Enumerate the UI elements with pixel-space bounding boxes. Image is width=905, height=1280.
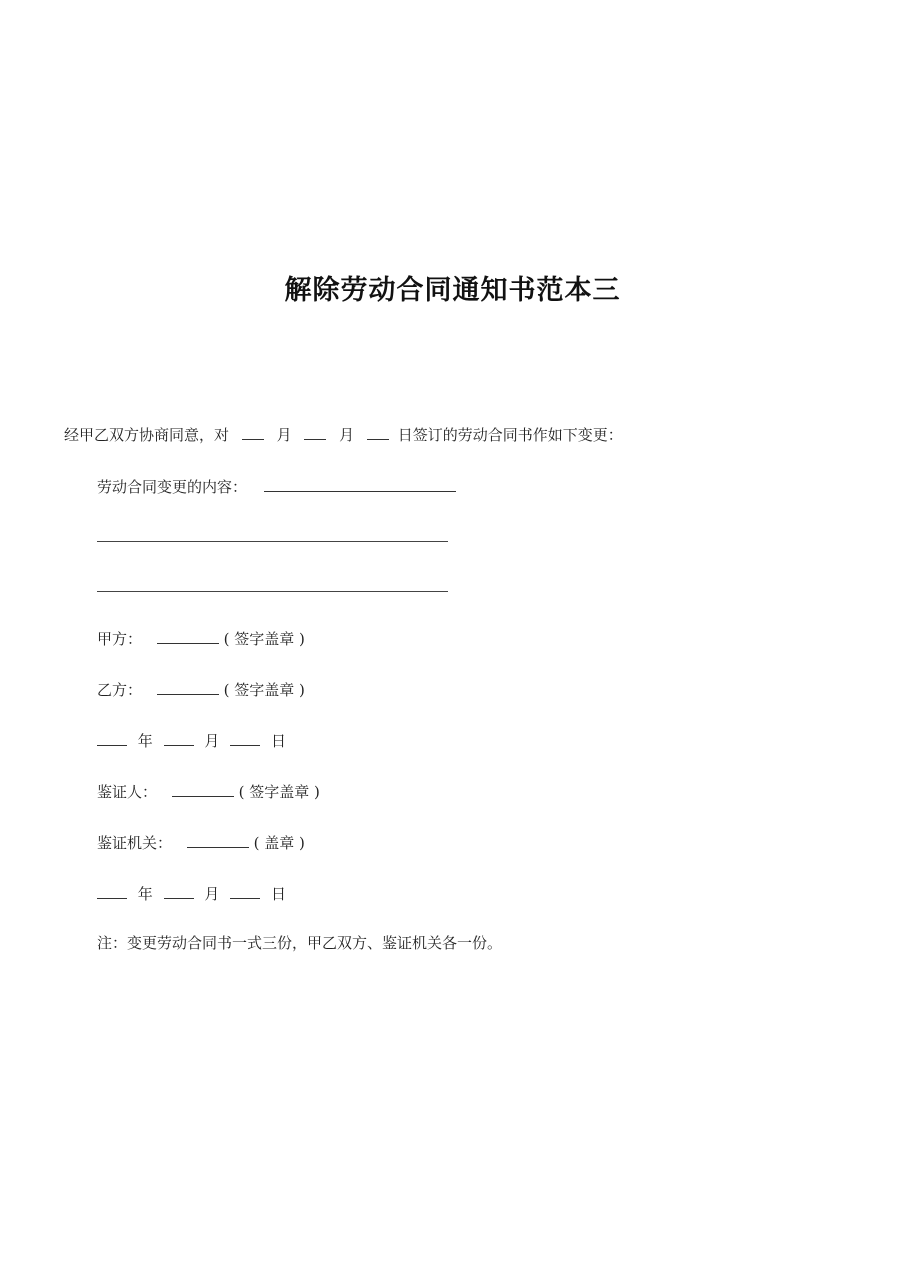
intro-line xyxy=(64,424,623,445)
footnote: 注：变更劳动合同书一式三份，甲乙双方、鉴证机关各一份。 xyxy=(97,934,503,952)
witness-label: 鉴证人： xyxy=(97,783,158,801)
date1-day: 日 xyxy=(270,732,286,750)
witness-line xyxy=(97,781,320,802)
witness-org-blank xyxy=(187,832,249,848)
date1-month: 月 xyxy=(204,732,220,750)
blank-month xyxy=(304,424,326,440)
intro-text: 经甲乙双方协商同意，对 xyxy=(64,426,230,444)
party-b-note: ( 签字盖章 ) xyxy=(223,681,305,699)
party-b-line xyxy=(97,679,305,700)
intro-month-1: 月 xyxy=(276,426,292,444)
witness-org-note: ( 盖章 ) xyxy=(253,834,305,852)
date2-year: 年 xyxy=(137,885,153,903)
party-a-note: ( 签字盖章 ) xyxy=(223,630,305,648)
party-b-blank xyxy=(157,679,219,695)
date1-year-blank xyxy=(97,730,127,746)
party-a-label: 甲方： xyxy=(97,630,143,648)
date2-year-blank xyxy=(97,883,127,899)
witness-org-label: 鉴证机关： xyxy=(97,834,173,852)
party-a-blank xyxy=(157,628,219,644)
date1-year: 年 xyxy=(137,732,153,750)
document-title: 解除劳动合同通知书范本三 xyxy=(284,275,621,306)
content-blank xyxy=(264,476,456,492)
date2-day: 日 xyxy=(270,885,286,903)
content-rule-2 xyxy=(97,591,448,592)
blank-year xyxy=(242,424,264,440)
witness-blank xyxy=(172,781,234,797)
date1-day-blank xyxy=(230,730,260,746)
date2-month-blank xyxy=(164,883,194,899)
content-rule-1 xyxy=(97,541,448,542)
date1-month-blank xyxy=(164,730,194,746)
content-line xyxy=(97,476,456,497)
witness-note: ( 签字盖章 ) xyxy=(238,783,320,801)
blank-day xyxy=(367,424,389,440)
party-a-line xyxy=(97,628,305,649)
date-line-1 xyxy=(97,730,286,751)
witness-org-line xyxy=(97,832,305,853)
party-b-label: 乙方： xyxy=(97,681,143,699)
date2-month: 月 xyxy=(204,885,220,903)
intro-month-2: 月 xyxy=(339,426,355,444)
content-label: 劳动合同变更的内容： xyxy=(97,478,248,496)
intro-day-text: 日签订的劳动合同书作如下变更： xyxy=(397,426,623,444)
date2-day-blank xyxy=(230,883,260,899)
date-line-2 xyxy=(97,883,286,904)
